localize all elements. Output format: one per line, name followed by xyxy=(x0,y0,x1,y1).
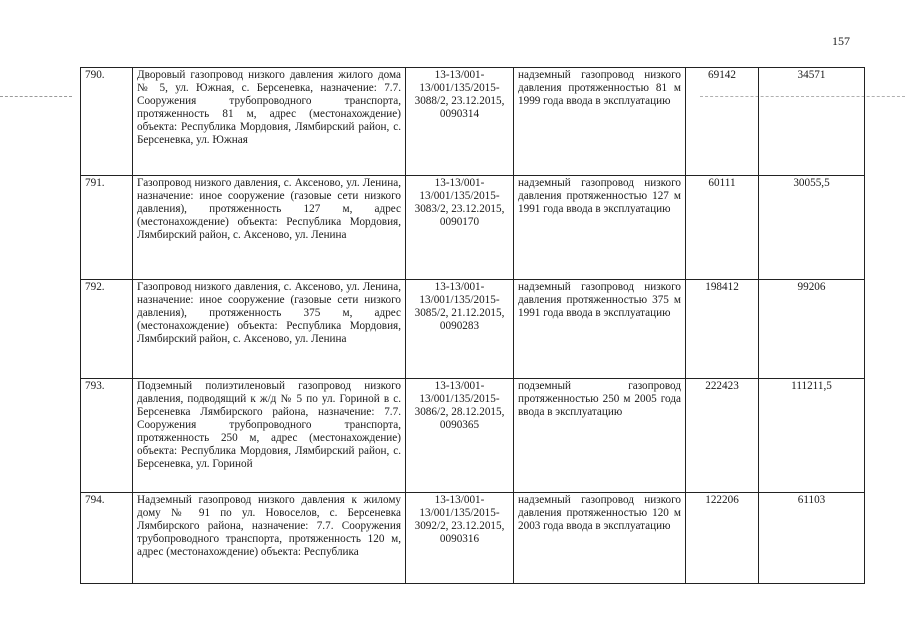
value-cell-1: 198412 xyxy=(686,280,759,379)
object-characteristics: подземный газопровод протяженностью 250 м 2005 года ввода в эксплуатацию xyxy=(514,379,686,493)
value-cell-2: 30055,5 xyxy=(759,176,865,280)
object-characteristics: надземный газопровод низкого давления протяженностью 120 м 2003 года ввода в эксплуатацию xyxy=(514,493,686,584)
row-number: 791. xyxy=(81,176,133,280)
value-cell-2: 61103 xyxy=(759,493,865,584)
page-number: 157 xyxy=(832,34,850,48)
object-description: Газопровод низкого давления, с. Аксеново, ул. Ленина, назначение: иное сооружение (газовые сети низкого давления), протяженность 127 м, адрес (местонахождение) объекта: Республика Мордовия, Лямбирский район, с. Аксеново, ул. Ленина xyxy=(133,176,406,280)
table-row xyxy=(81,379,865,493)
property-registry-table xyxy=(80,67,865,584)
object-characteristics: надземный газопровод низкого давления протяженностью 127 м 1991 года ввода в эксплуатацию xyxy=(514,176,686,280)
value-cell-1: 60111 xyxy=(686,176,759,280)
object-description: Надземный газопровод низкого давления к жилому дому № 91 по ул. Новоселов, с. Берсеневка Лямбирского района, назначение: 7.7. Сооружения трубопроводного транспорта, протяженность 120 м, адрес (местонахождение) объекта: Республика xyxy=(133,493,406,584)
row-number: 794. xyxy=(81,493,133,584)
table-row xyxy=(81,68,865,176)
object-description: Дворовый газопровод низкого давления жилого дома № 5, ул. Южная, с. Берсеневка, назначение: 7.7. Сооружения трубопроводного транспорта, протяженность 81 м, адрес (местонахождение) объекта: Республика Мордовия, Лямбирский район, с. Берсеневка, ул. Южная xyxy=(133,68,406,176)
table-row xyxy=(81,280,865,379)
value-cell-1: 222423 xyxy=(686,379,759,493)
table-row xyxy=(81,493,865,584)
row-number: 790. xyxy=(81,68,133,176)
scan-artifact-line xyxy=(0,96,72,97)
registration-record: 13-13/001-13/001/135/2015-3086/2, 28.12.2015, 0090365 xyxy=(406,379,514,493)
value-cell-2: 111211,5 xyxy=(759,379,865,493)
object-characteristics: надземный газопровод низкого давления протяженностью 81 м 1999 года ввода в эксплуатацию xyxy=(514,68,686,176)
registration-record: 13-13/001-13/001/135/2015-3088/2, 23.12.2015, 0090314 xyxy=(406,68,514,176)
table-row xyxy=(81,176,865,280)
value-cell-2: 34571 xyxy=(759,68,865,176)
value-cell-1: 69142 xyxy=(686,68,759,176)
object-description: Подземный полиэтиленовый газопровод низкого давления, подводящий к ж/д № 5 по ул. Гориной в с. Берсеневка Лямбирского района, назначение: 7.7. Сооружения трубопроводного транспорта, протяженность 250 м, адрес (местонахождение) объекта: Республика Мордовия, Лямбирский район, с. Берсеневка, ул. Гориной xyxy=(133,379,406,493)
registration-record: 13-13/001-13/001/135/2015-3092/2, 23.12.2015, 0090316 xyxy=(406,493,514,584)
value-cell-1: 122206 xyxy=(686,493,759,584)
registration-record: 13-13/001-13/001/135/2015-3085/2, 21.12.2015, 0090283 xyxy=(406,280,514,379)
row-number: 792. xyxy=(81,280,133,379)
row-number: 793. xyxy=(81,379,133,493)
registration-record: 13-13/001-13/001/135/2015-3083/2, 23.12.2015, 0090170 xyxy=(406,176,514,280)
value-cell-2: 99206 xyxy=(759,280,865,379)
object-description: Газопровод низкого давления, с. Аксеново, ул. Ленина, назначение: иное сооружение (газовые сети низкого давления), протяженность 375 м, адрес (местонахождение) объекта: Республика Мордовия, Лямбирский район, с. Аксеново, ул. Ленина xyxy=(133,280,406,379)
object-characteristics: надземный газопровод низкого давления протяженностью 375 м 1991 года ввода в эксплуатацию xyxy=(514,280,686,379)
